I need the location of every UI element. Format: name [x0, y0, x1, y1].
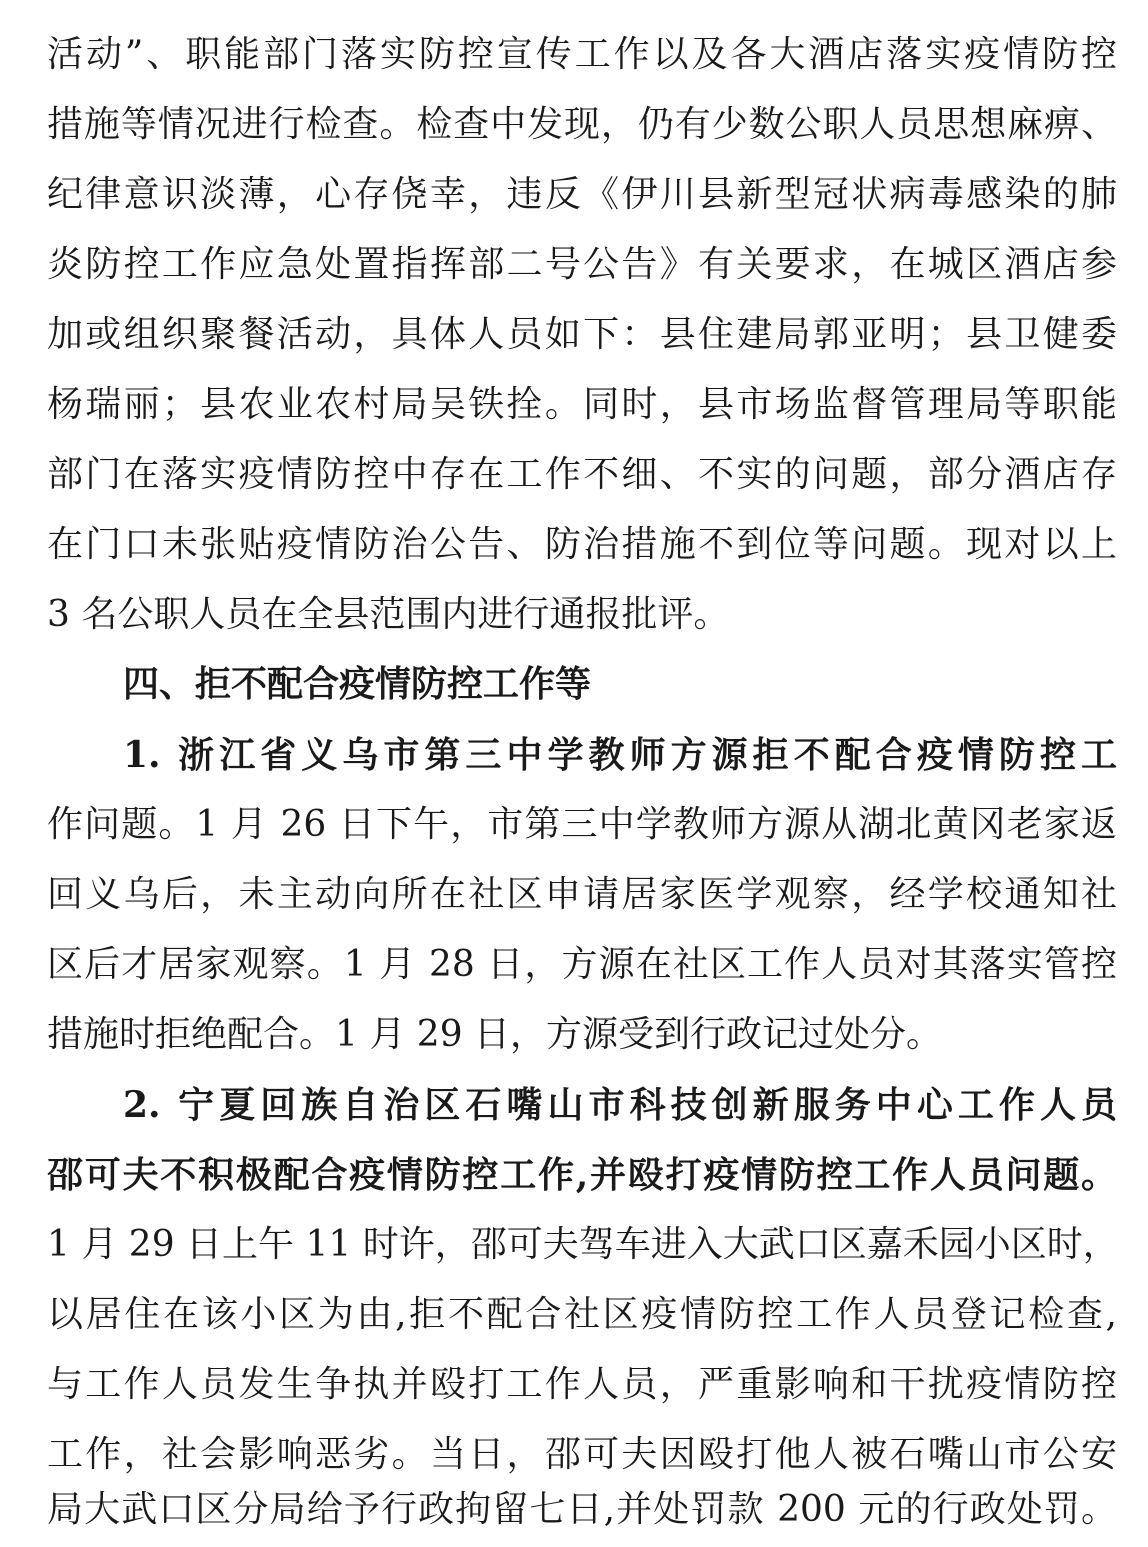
item-title-line: 1. 浙江省义乌市第三中学教师方源拒不配合疫情防控工 — [123, 734, 1117, 776]
paragraph-line: 活动”、职能部门落实防控宣传工作以及各大酒店落实疫情防控 — [47, 34, 1117, 75]
paragraph-line: 纪律意识淡薄，心存侥幸，违反《伊川县新型冠状病毒感染的肺 — [47, 174, 1117, 215]
paragraph-line: 回义乌后，未主动向所在社区申请居家医学观察，经学校通知社 — [47, 874, 1117, 915]
paragraph-line: 措施时拒绝配合。1 月 29 日，方源受到行政记过处分。 — [47, 1014, 943, 1055]
paragraph-line: 局大武口区分局给予行政拘留七日,并处罚款 200 元的行政处罚。 — [47, 1489, 1117, 1530]
paragraph-line: 杨瑞丽；县农业农村局吴铁拴。同时，县市场监督管理局等职能 — [47, 384, 1117, 425]
item-title-line: 2. 宁夏回族自治区石嘴山市科技创新服务中心工作人员 — [123, 1084, 1117, 1126]
paragraph-line: 3 名公职人员在全县范围内进行通报批评。 — [47, 594, 730, 635]
paragraph-line: 部门在落实疫情防控中存在工作不细、不实的问题，部分酒店存 — [47, 454, 1117, 495]
paragraph-line: 炎防控工作应急处置指挥部二号公告》有关要求，在城区酒店参 — [47, 244, 1117, 285]
paragraph-line: 在门口未张贴疫情防治公告、防治措施不到位等问题。现对以上 — [47, 524, 1117, 565]
paragraph-line: 以居住在该小区为由,拒不配合社区疫情防控工作人员登记检查, — [47, 1294, 1117, 1335]
item-title-line: 邵可夫不积极配合疫情防控工作,并殴打疫情防控工作人员问题。 — [47, 1154, 1117, 1196]
paragraph-line: 1 月 29 日上午 11 时许，邵可夫驾车进入大武口区嘉禾园小区时， — [47, 1224, 1119, 1265]
section-heading: 四、拒不配合疫情防控工作等 — [123, 664, 592, 705]
paragraph-line: 措施等情况进行检查。检查中发现，仍有少数公职人员思想麻痹、 — [47, 104, 1117, 145]
paragraph-line: 与工作人员发生争执并殴打工作人员，严重影响和干扰疫情防控 — [47, 1364, 1117, 1405]
paragraph-line: 区后才居家观察。1 月 28 日，方源在社区工作人员对其落实管控 — [47, 944, 1117, 985]
paragraph-line: 加或组织聚餐活动，具体人员如下：县住建局郭亚明；县卫健委 — [47, 314, 1117, 355]
paragraph-line: 作问题。1 月 26 日下午，市第三中学教师方源从湖北黄冈老家返 — [47, 804, 1117, 845]
paragraph-line: 工作，社会影响恶劣。当日，邵可夫因殴打他人被石嘴山市公安 — [47, 1434, 1117, 1475]
